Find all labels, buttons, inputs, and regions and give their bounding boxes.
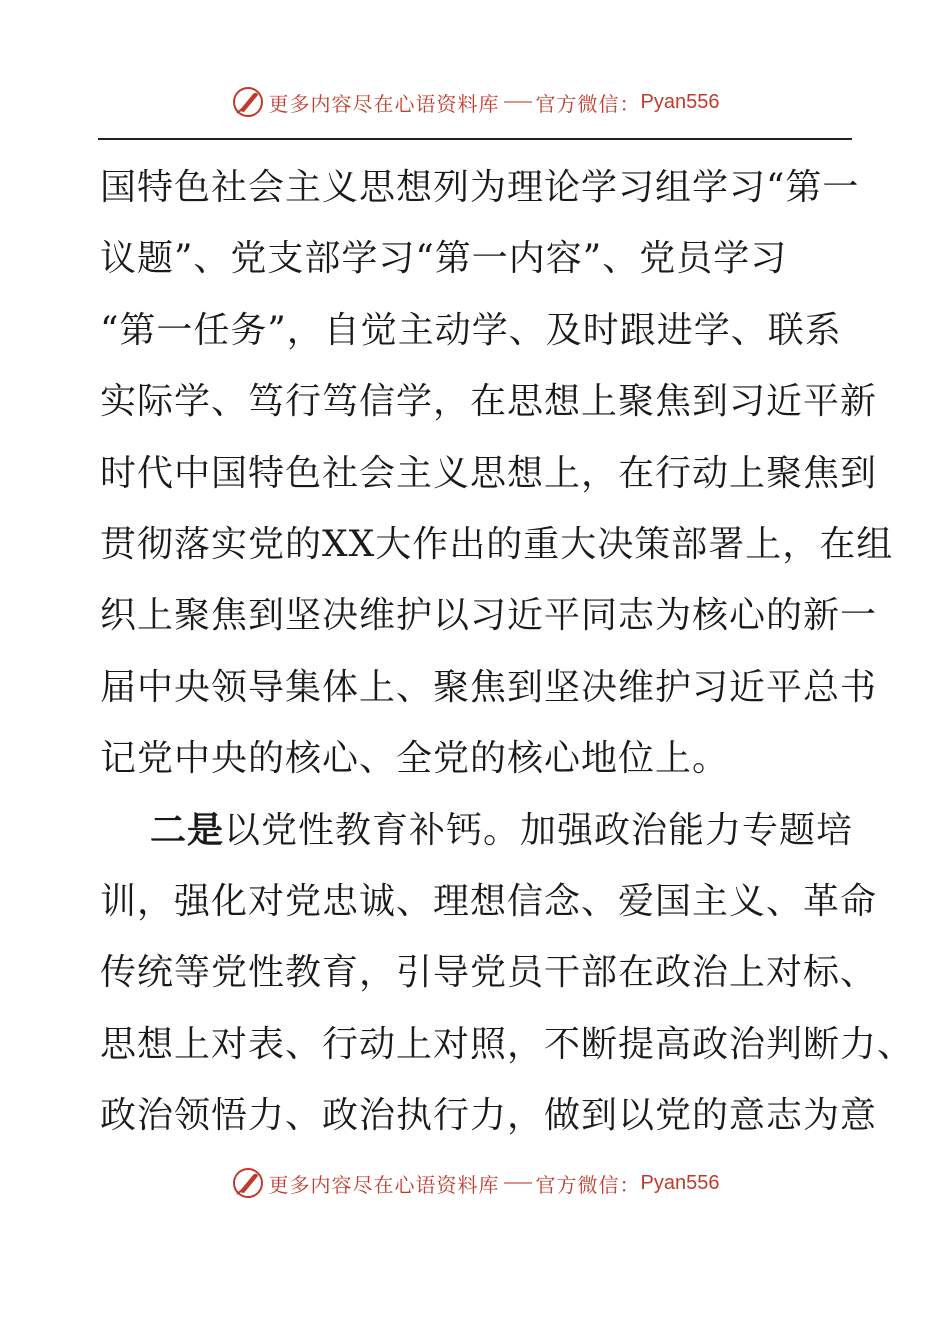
body-line: 政治领悟力、政治执行力，做到以党的意志为意 (100, 1095, 878, 1137)
footer-separator (504, 1182, 532, 1184)
body-line: 届中央领导集体上、聚焦到坚决维护习近平总书 (100, 666, 878, 708)
paragraph-2-first-line (100, 795, 860, 866)
header-wechat-id: Pyan556 (640, 90, 720, 113)
footer-brand-text: 更多内容尽在心语资料库 (268, 1172, 500, 1197)
paragraph-2-first-text: 以党性教育补钙。加强政治能力专题培 (224, 809, 854, 851)
body-line: 议题”、党支部学习“第一内容”、党员学习 (100, 238, 788, 280)
body-line: 时代中国特色社会主义思想上，在行动上聚焦到 (100, 452, 878, 494)
body-line: 织上聚焦到坚决维护以习近平同志为核心的新一 (100, 595, 878, 637)
body-line: 训，强化对党忠诚、理想信念、爱国主义、革命 (100, 880, 878, 922)
body-line: 传统等党性教育，引导党员干部在政治上对标、 (100, 952, 878, 994)
footer-official-label: 官方微信： (535, 1172, 641, 1197)
quill-pen-logo-icon (231, 1166, 265, 1200)
paragraph-2-lead: 二是 (150, 808, 225, 851)
document-body (100, 152, 915, 1151)
header-watermark (0, 82, 950, 122)
body-line: 思想上对表、行动上对照，不断提高政治判断力、 (100, 1023, 915, 1065)
body-line: 记党中央的核心、全党的核心地位上。 (100, 738, 730, 780)
footer-wechat-id: Pyan556 (640, 1171, 720, 1194)
footer-watermark (0, 1163, 950, 1203)
quill-pen-logo-icon (231, 85, 265, 119)
body-line: “第一任务”，自觉主动学、及时跟进学、联系 (100, 309, 842, 351)
header-separator (504, 101, 532, 103)
header-rule (98, 138, 852, 140)
body-line: 实际学、笃行笃信学，在思想上聚焦到习近平新 (100, 381, 878, 423)
header-official-label: 官方微信： (535, 91, 641, 116)
body-line: 国特色社会主义思想列为理论学习组学习“第一 (100, 167, 860, 208)
header-brand-text: 更多内容尽在心语资料库 (268, 91, 500, 116)
body-line: 贯彻落实党的XX大作出的重大决策部署上，在组 (100, 523, 894, 565)
